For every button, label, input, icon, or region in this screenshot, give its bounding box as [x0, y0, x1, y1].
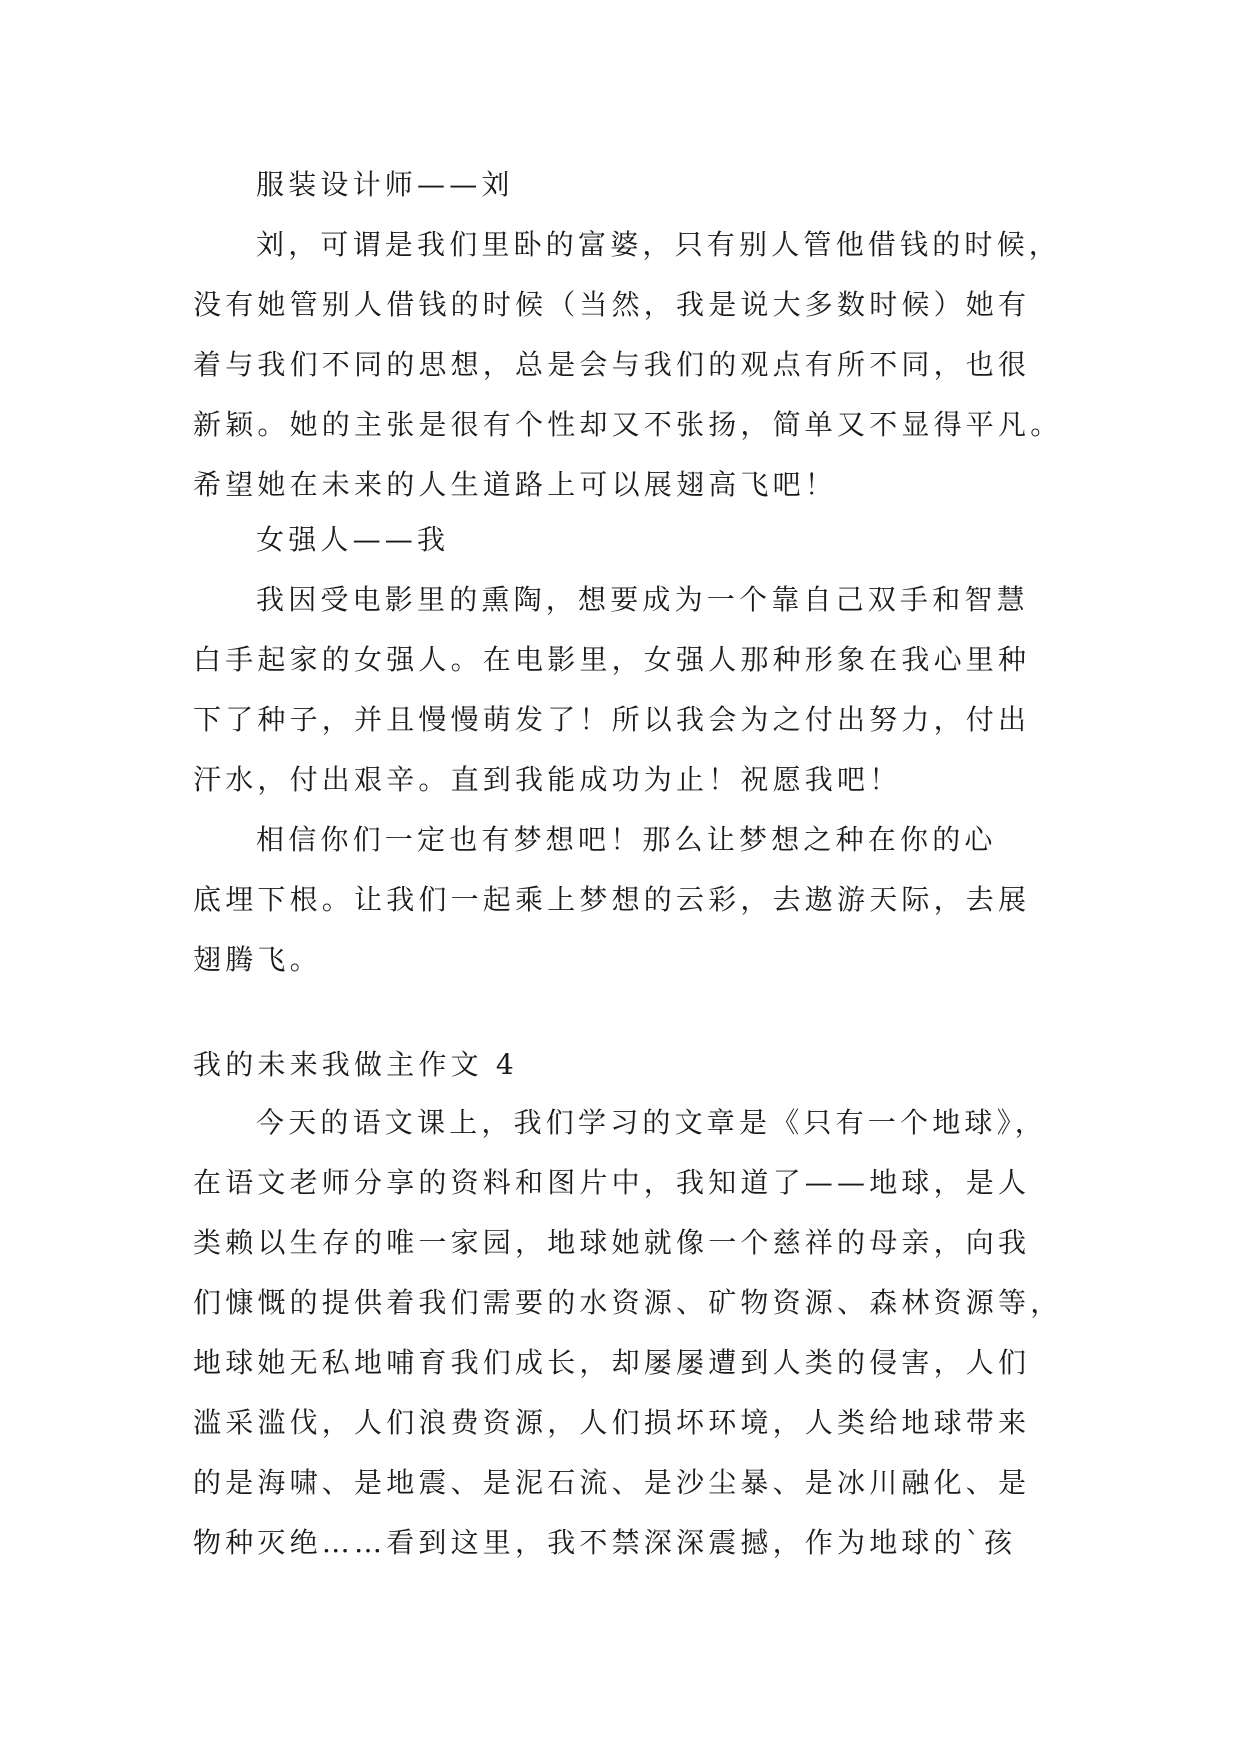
paragraph-line: 底埋下根。让我们一起乘上梦想的云彩，去遨游天际，去展: [193, 883, 1031, 916]
essay-line: 物种灭绝……看到这里，我不禁深深震撼，作为地球的`孩: [193, 1526, 1017, 1559]
essay-line: 在语文老师分享的资料和图片中，我知道了——地球，是人: [193, 1166, 1031, 1199]
paragraph-line: 白手起家的女强人。在电影里，女强人那种形象在我心里种: [193, 643, 1031, 676]
paragraph-line: 下了种子，并且慢慢萌发了！所以我会为之付出努力，付出: [193, 703, 1031, 736]
essay-line: 类赖以生存的唯一家园，地球她就像一个慈祥的母亲，向我: [193, 1226, 1031, 1259]
paragraph-line: 没有她管别人借钱的时候（当然，我是说大多数时候）她有: [193, 288, 1031, 321]
paragraph-line: 刘，可谓是我们里卧的富婆，只有别人管他借钱的时候，: [256, 228, 1062, 261]
essay-line: 滥采滥伐，人们浪费资源，人们损坏环境，人类给地球带来: [193, 1406, 1031, 1439]
paragraph-line: 汗水，付出艰辛。直到我能成功为止！祝愿我吧！: [193, 763, 902, 796]
paragraph-line: 着与我们不同的思想，总是会与我们的观点有所不同，也很: [193, 348, 1031, 381]
paragraph-line: 相信你们一定也有梦想吧！那么让梦想之种在你的心: [256, 823, 997, 856]
paragraph-line: 翅腾飞。: [193, 943, 322, 976]
paragraph-line: 希望她在未来的人生道路上可以展翅高飞吧！: [193, 468, 838, 501]
essay-line: 今天的语文课上，我们学习的文章是《只有一个地球》，: [256, 1106, 1048, 1139]
paragraph-line: 新颖。她的主张是很有个性却又不张扬，简单又不显得平凡。: [193, 408, 1063, 441]
section-heading-strong-woman: 女强人——我: [256, 523, 450, 556]
essay-line: 们慷慨的提供着我们需要的水资源、矿物资源、森林资源等，: [193, 1286, 1063, 1319]
essay-title: 我的未来我做主作文 4: [193, 1048, 518, 1081]
essay-line: 地球她无私地哺育我们成长，却屡屡遭到人类的侵害，人们: [193, 1346, 1031, 1379]
essay-line: 的是海啸、是地震、是泥石流、是沙尘暴、是冰川融化、是: [193, 1466, 1031, 1499]
paragraph-line: 我因受电影里的熏陶，想要成为一个靠自己双手和智慧: [256, 583, 1029, 616]
section-heading-designer: 服装设计师——刘: [256, 168, 514, 201]
